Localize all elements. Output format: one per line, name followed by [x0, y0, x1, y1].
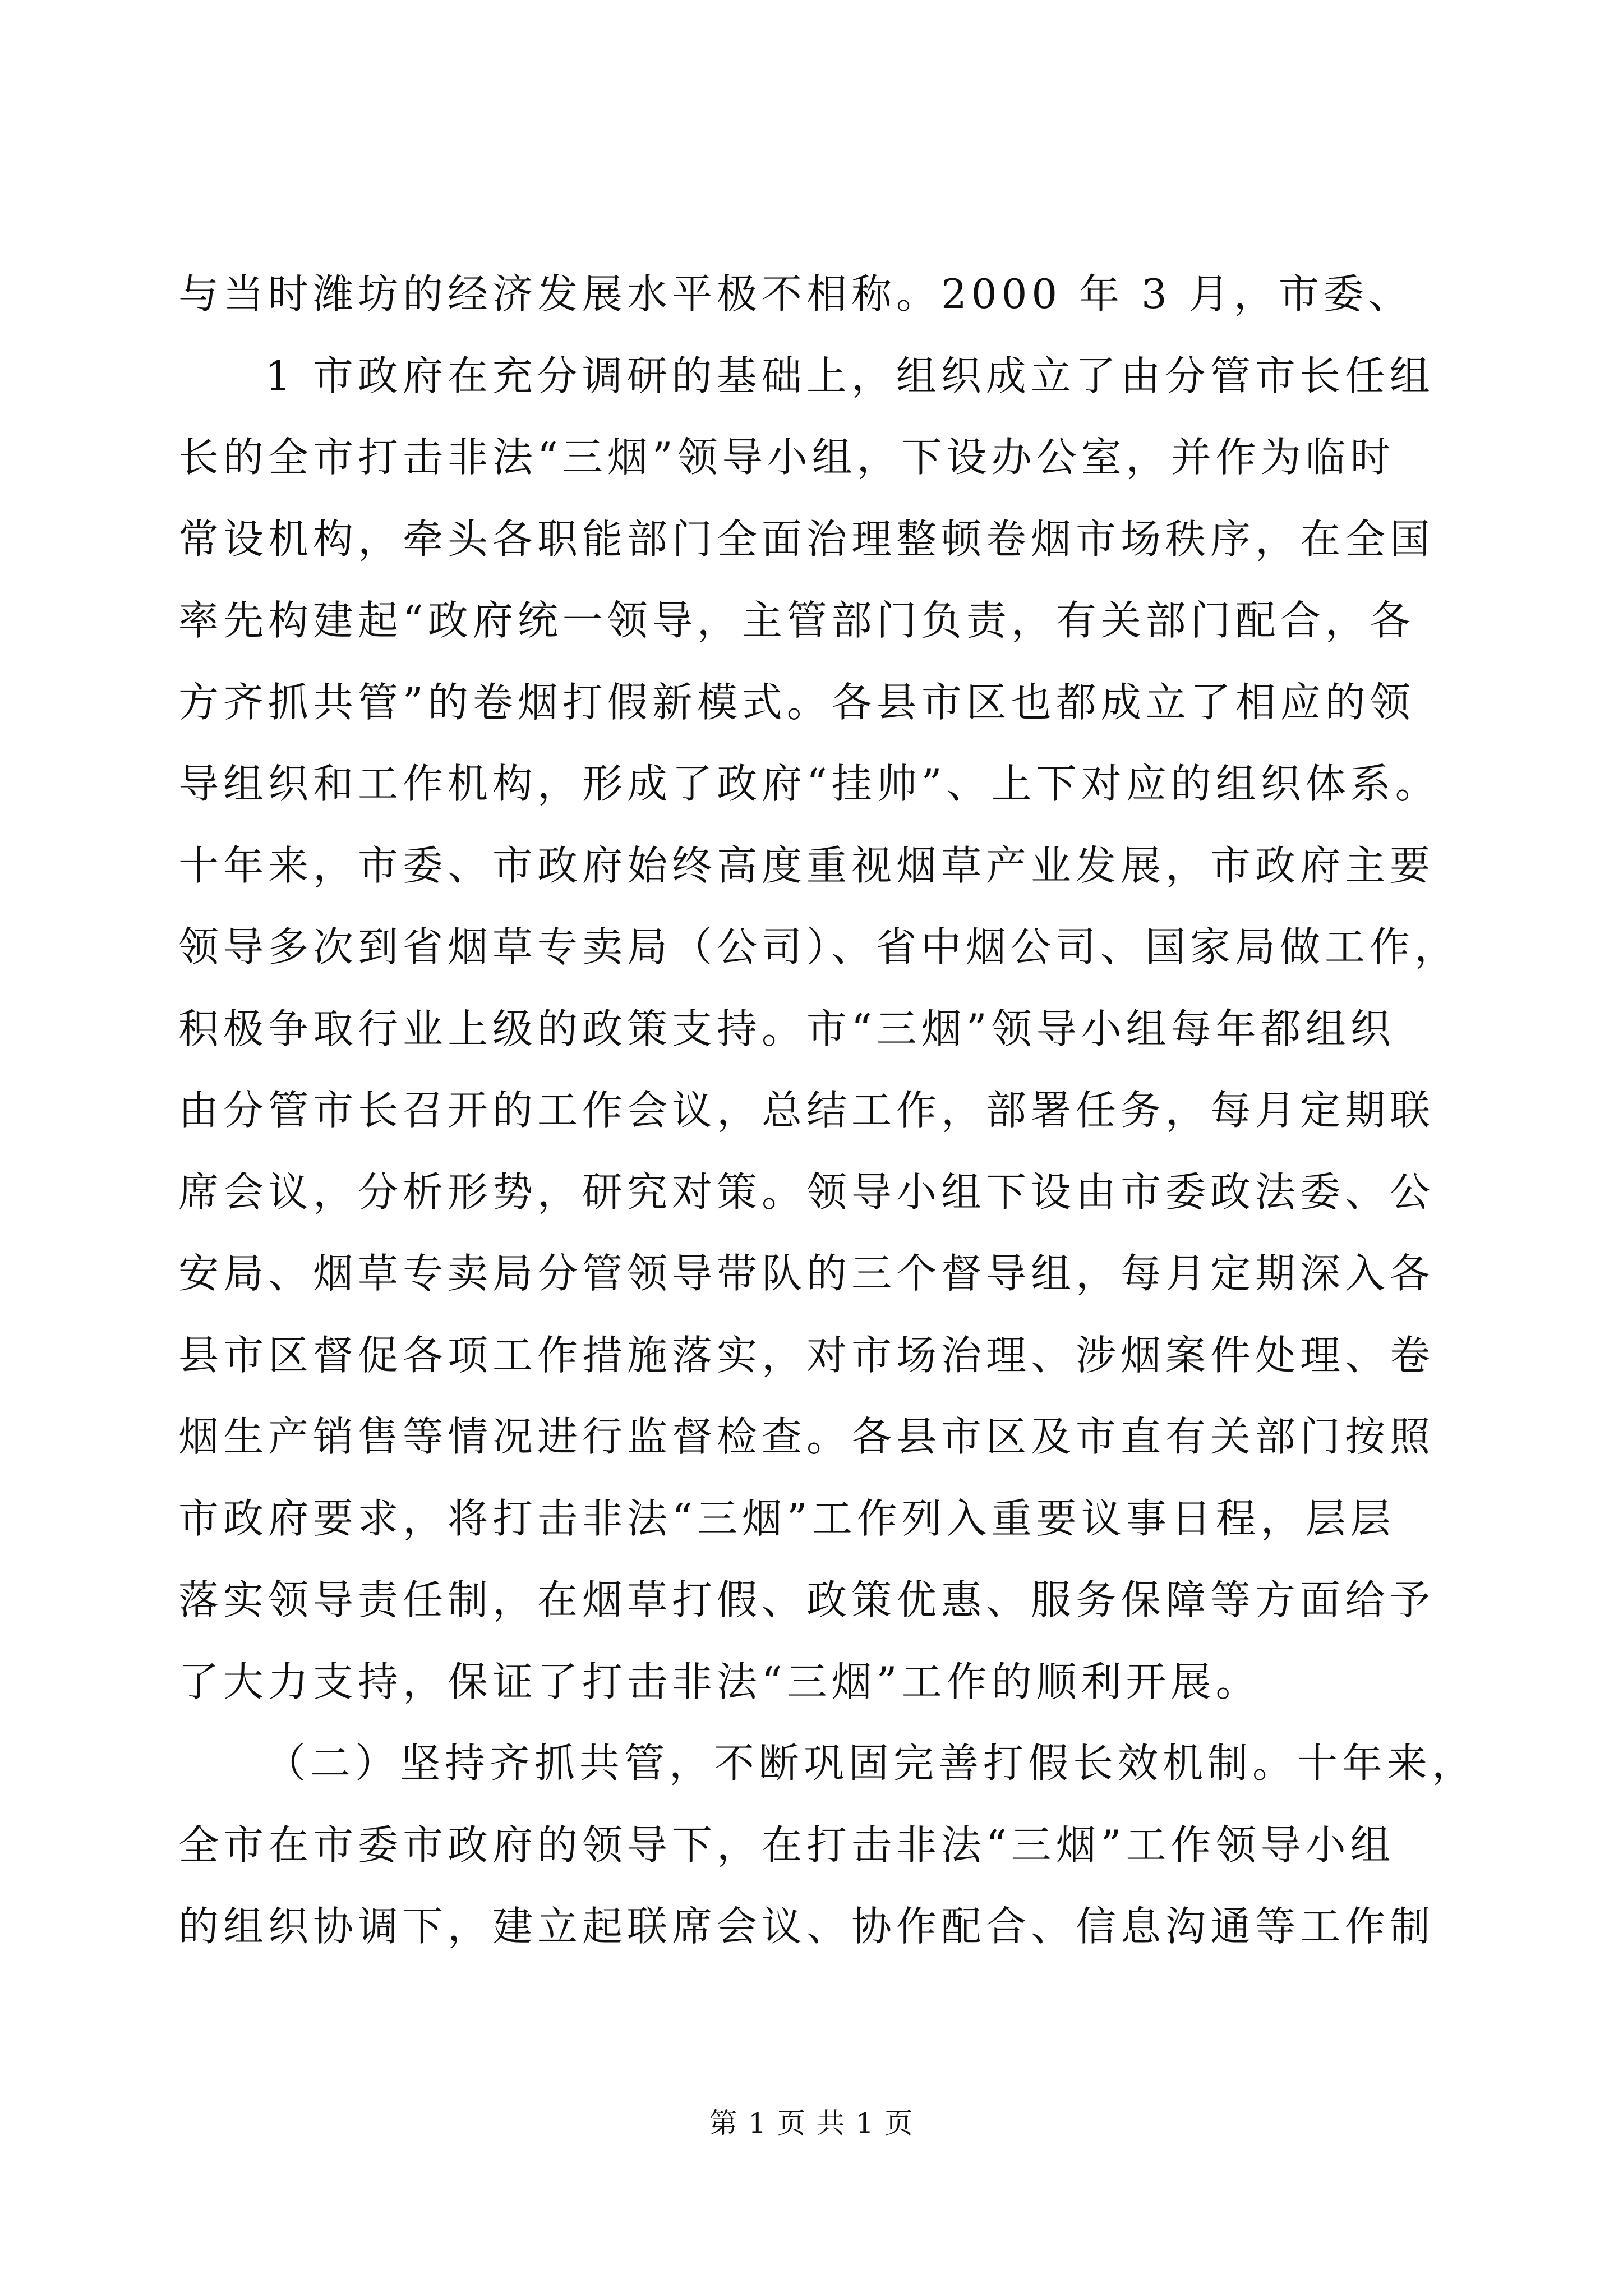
text-line-14: 县市区督促各项工作措施落实，对市场治理、涉烟案件处理、卷 — [178, 1331, 1435, 1379]
text-line-3: 长的全市打击非法“三烟”领导小组，下设办公室，并作为临时 — [178, 434, 1395, 481]
text-line-11: 由分管市长召开的工作会议，总结工作，部署任务，每月定期联 — [178, 1087, 1435, 1134]
text-line-13: 安局、烟草专卖局分管领导带队的三个督导组，每月定期深入各 — [178, 1250, 1435, 1297]
text-line-19: （二）坚持齐抓共管，不断巩固完善打假长效机制。十年来， — [265, 1740, 1477, 1787]
text-line-6: 方齐抓共管”的卷烟打假新模式。各县市区也都成立了相应的领 — [178, 678, 1415, 726]
text-line-7: 导组织和工作机构，形成了政府“挂帅”、上下对应的组织体系。 — [178, 760, 1440, 807]
text-line-2: 1 市政府在充分调研的基础上，组织成立了由分管市长任组 — [265, 352, 1435, 399]
page-number-footer: 第 1 页 共 1 页 — [709, 2107, 914, 2139]
text-line-18: 了大力支持，保证了打击非法“三烟”工作的顺利开展。 — [178, 1658, 1261, 1705]
text-line-15: 烟生产销售等情况进行监督检查。各县市区及市直有关部门按照 — [178, 1413, 1435, 1460]
text-line-20: 全市在市委市政府的领导下，在打击非法“三烟”工作领导小组 — [178, 1821, 1395, 1869]
text-line-1: 与当时潍坊的经济发展水平极不相称。2000 年 3 月，市委、 — [178, 270, 1413, 318]
text-line-4: 常设机构，牵头各职能部门全面治理整顿卷烟市场秩序，在全国 — [178, 515, 1435, 563]
text-line-12: 席会议，分析形势，研究对策。领导小组下设由市委政法委、公 — [178, 1168, 1435, 1216]
text-line-16: 市政府要求，将打击非法“三烟”工作列入重要议事日程，层层 — [178, 1494, 1395, 1542]
text-line-8: 十年来，市委、市政府始终高度重视烟草产业发展，市政府主要 — [178, 841, 1435, 889]
text-line-10: 积极争取行业上级的政策支持。市“三烟”领导小组每年都组织 — [178, 1005, 1395, 1052]
text-line-5: 率先构建起“政府统一领导，主管部门负责，有关部门配合，各 — [178, 597, 1415, 644]
text-line-9: 领导多次到省烟草专卖局（公司）、省中烟公司、国家局做工作， — [178, 923, 1460, 970]
text-line-21: 的组织协调下，建立起联席会议、协作配合、信息沟通等工作制 — [178, 1903, 1435, 1950]
text-line-17: 落实领导责任制，在烟草打假、政策优惠、服务保障等方面给予 — [178, 1576, 1435, 1623]
document-body — [178, 254, 1477, 1968]
